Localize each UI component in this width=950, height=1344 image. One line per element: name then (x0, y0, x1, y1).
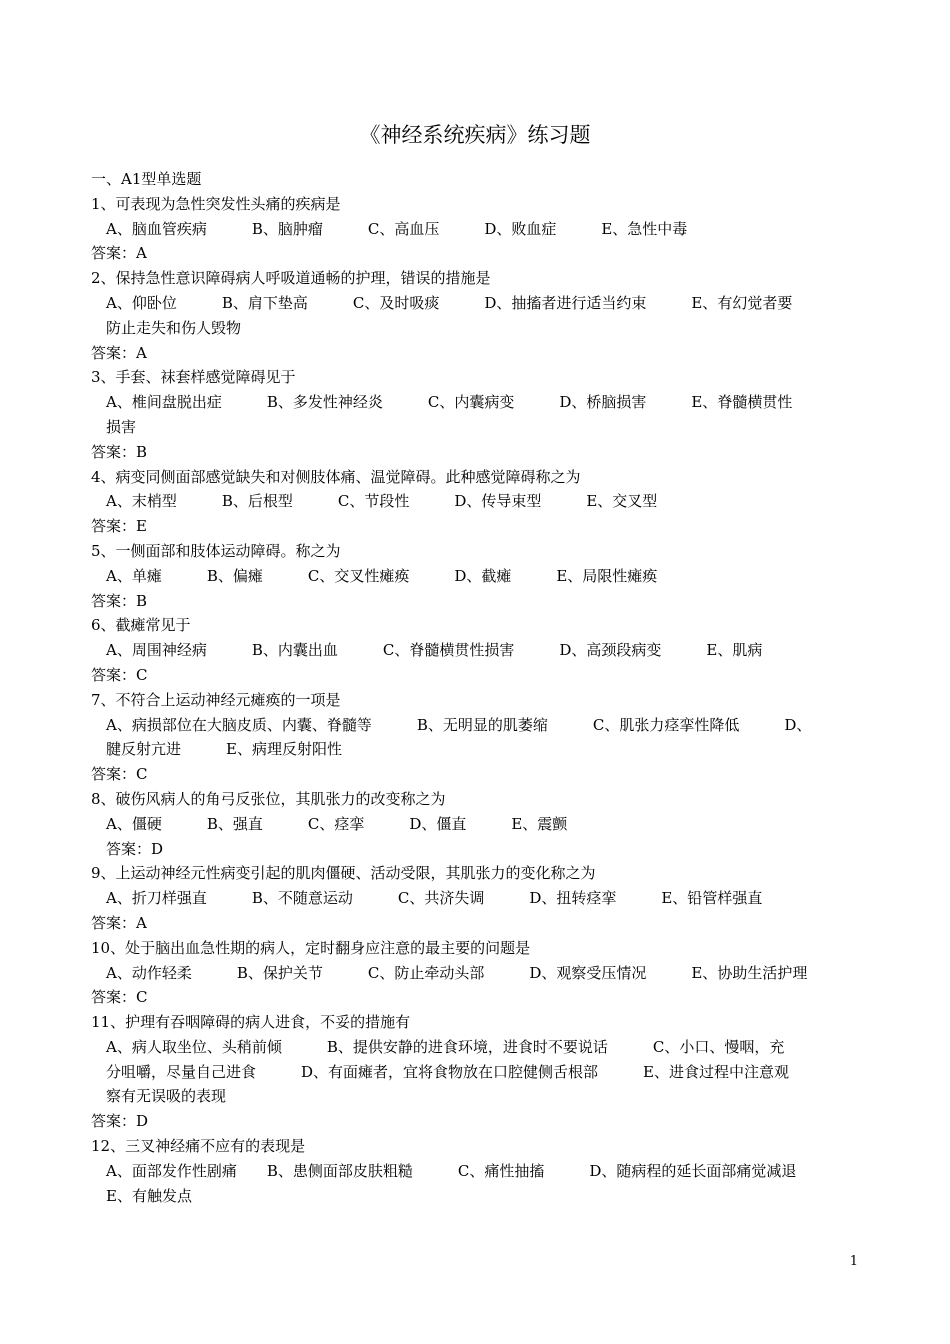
answer-options: A、周围神经病 B、内囊出血 C、脊髓横贯性损害 D、高颈段病变 E、肌病 (106, 641, 763, 660)
question-stem: 10、处于脑出血急性期的病人，定时翻身应注意的最主要的问题是 (91, 938, 531, 957)
answer-options: 防止走失和伤人毁物 (106, 318, 242, 337)
answer-options: A、动作轻柔 B、保护关节 C、防止牵动头部 D、观察受压情况 E、协助生活护理 (106, 963, 808, 982)
answer-key: 答案：A (91, 343, 147, 362)
answer-key: 答案：C (91, 988, 148, 1007)
section-heading: 一、A1型单选题 (91, 170, 202, 188)
answer-options: 腱反射亢进 E、病理反射阳性 (106, 740, 342, 759)
question-stem: 4、病变同侧面部感觉缺失和对侧肢体痛、温觉障碍。此种感觉障碍称之为 (91, 467, 581, 486)
answer-key: 答案：B (91, 442, 148, 461)
answer-options: A、病人取坐位、头稍前倾 B、提供安静的进食环境，进食时不要说话 C、小口、慢咽，充 (106, 1037, 785, 1056)
question-stem: 12、三叉神经痛不应有的表现是 (91, 1137, 306, 1156)
answer-options: A、面部发作性剧痛 B、患侧面部皮肤粗糙 C、痛性抽搐 D、随病程的延长面部痛觉减退 (106, 1161, 797, 1180)
answer-options: A、折刀样强直 B、不随意运动 C、共济失调 D、扭转痉挛 E、铅管样强直 (106, 889, 763, 908)
document-title: 《神经系统疾病》练习题 (359, 123, 591, 147)
answer-key: 答案：E (91, 517, 147, 536)
answer-key: 答案：A (91, 244, 147, 263)
answer-options: A、单瘫 B、偏瘫 C、交叉性瘫痪 D、截瘫 E、局限性瘫痪 (106, 566, 658, 585)
answer-options: E、有触发点 (106, 1186, 192, 1205)
question-stem: 2、保持急性意识障碍病人呼吸道通畅的护理，错误的措施是 (91, 269, 491, 288)
answer-options: A、椎间盘脱出症 B、多发性神经炎 C、内囊病变 D、桥脑损害 E、脊髓横贯性 (106, 393, 793, 412)
question-stem: 11、护理有吞咽障碍的病人进食，不妥的措施有 (91, 1013, 411, 1032)
document-content (91, 167, 871, 1208)
answer-options: 损害 (106, 417, 137, 436)
answer-options: 察有无误吸的表现 (106, 1087, 227, 1106)
question-stem: 1、可表现为急性突发性头痛的疾病是 (91, 194, 341, 213)
page-number: 1 (849, 1254, 858, 1269)
answer-key: 答案：D (91, 1112, 149, 1131)
answer-options: A、仰卧位 B、肩下垫高 C、及时吸痰 D、抽搐者进行适当约束 E、有幻觉者要 (106, 293, 793, 312)
answer-options: A、脑血管疾病 B、脑肿瘤 C、高血压 D、败血症 E、急性中毒 (106, 219, 688, 238)
answer-options: A、病损部位在大脑皮质、内囊、脊髓等 B、无明显的肌萎缩 C、肌张力痉挛性降低 D、 (106, 715, 812, 734)
answer-key: 答案：C (91, 665, 148, 684)
answer-options: 分咀嚼，尽量自己进食 D、有面瘫者，宜将食物放在口腔健侧舌根部 E、进食过程中注意观 (106, 1062, 789, 1081)
question-stem: 3、手套、袜套样感觉障碍见于 (91, 368, 296, 387)
question-stem: 7、不符合上运动神经元瘫痪的一项是 (91, 690, 341, 709)
question-stem: 5、一侧面部和肢体运动障碍。称之为 (91, 541, 341, 560)
answer-key: 答案：B (91, 591, 148, 610)
answer-options: A、末梢型 B、后根型 C、节段性 D、传导束型 E、交叉型 (106, 492, 658, 511)
answer-key: 答案：D (106, 839, 164, 858)
question-stem: 9、上运动神经元性病变引起的肌肉僵硬、活动受限，其肌张力的变化称之为 (91, 864, 596, 883)
answer-key: 答案：A (91, 913, 147, 932)
question-stem: 6、截瘫常见于 (91, 616, 191, 635)
answer-key: 答案：C (91, 765, 148, 784)
answer-options: A、僵硬 B、强直 C、痉挛 D、僵直 E、震颤 (106, 814, 568, 833)
question-stem: 8、破伤风病人的角弓反张位，其肌张力的改变称之为 (91, 789, 446, 808)
